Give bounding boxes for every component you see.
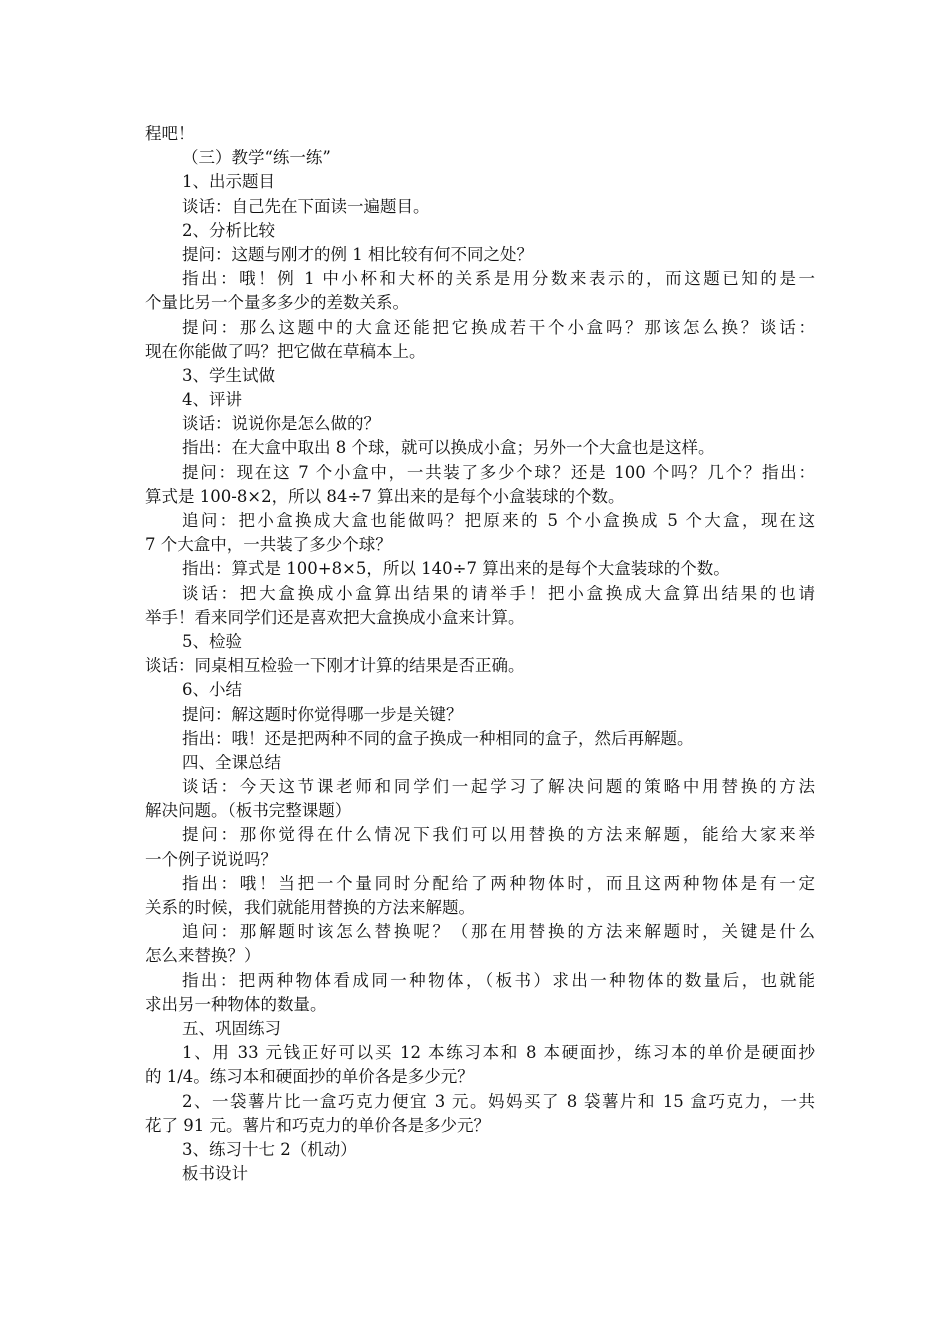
- text-line: 5、检验: [182, 631, 242, 651]
- text-line: 指出：把两种物体看成同一种物体，（板书）求出一种物体的数量后，也就能: [182, 970, 815, 990]
- text-line: 追问：那解题时该怎么替换呢？（那在用替换的方法来解题时，关键是什么: [182, 922, 815, 942]
- text-line: 指出：哦！例 1 中小杯和大杯的关系是用分数来表示的，而这题已知的是一: [182, 269, 815, 289]
- text-line: 追问：把小盒换成大盒也能做吗？把原来的 5 个小盒换成 5 个大盒，现在这: [182, 511, 815, 530]
- text-line: 程吧！: [145, 124, 195, 143]
- text-line: 指出：在大盒中取出 8 个球，就可以换成小盒；另外一个大盒也是这样。: [182, 438, 715, 458]
- text-line: 个量比另一个量多多少的差数关系。: [145, 293, 409, 313]
- text-line: 谈话：今天这节课老师和同学们一起学习了解决问题的策略中用替换的方法: [182, 777, 815, 797]
- text-line: 7 个大盒中，一共装了多少个球？: [145, 535, 392, 555]
- text-line: 提问：解这题时你觉得哪一步是关键？: [182, 704, 463, 724]
- text-line: 6、小结: [182, 680, 242, 700]
- text-line: 提问：这题与刚才的例 1 相比较有何不同之处？: [182, 244, 533, 264]
- text-line: 提问：现在这 7 个小盒中，一共装了多少个球？还是 100 个吗？几个？指出：: [182, 462, 815, 482]
- text-line: 4、评讲: [182, 390, 242, 410]
- text-line: 算式是 100-8×2，所以 84÷7 算出来的是每个小盒装球的个数。: [145, 486, 625, 506]
- text-line: 花了 91 元。薯片和巧克力的单价各是多少元？: [145, 1115, 490, 1135]
- text-line: 提问：那你觉得在什么情况下我们可以用替换的方法来解题，能给大家来举: [182, 825, 815, 845]
- text-line: 谈话：同桌相互检验一下刚才计算的结果是否正确。: [145, 656, 525, 676]
- text-line: 板书设计: [182, 1164, 248, 1184]
- text-line: 2、一袋薯片比一盒巧克力便宜 3 元。妈妈买了 8 袋薯片和 15 盒巧克力，一共: [182, 1091, 815, 1111]
- text-line: 现在你能做了吗？把它做在草稿本上。: [145, 341, 426, 361]
- text-line: 谈话：把大盒换成小盒算出结果的请举手！把小盒换成大盒算出结果的也请: [182, 583, 815, 603]
- text-line: 谈话：说说你是怎么做的？: [182, 414, 380, 434]
- text-line: 提问：那么这题中的大盒还能把它换成若干个小盒吗？那该怎么换？谈话：: [182, 317, 815, 337]
- text-line: 指出：哦！还是把两种不同的盒子换成一种相同的盒子，然后再解题。: [182, 728, 694, 748]
- text-line: （三）教学“练一练”: [182, 148, 331, 168]
- text-line: 1、出示题目: [182, 172, 275, 192]
- text-line: 举手！看来同学们还是喜欢把大盒换成小盒来计算。: [145, 607, 525, 627]
- text-line: 谈话：自己先在下面读一遍题目。: [182, 196, 430, 216]
- text-line: 求出另一种物体的数量。: [145, 994, 327, 1014]
- text-line: 的 1/4。练习本和硬面抄的单价各是多少元？: [145, 1067, 474, 1087]
- text-line: 指出：算式是 100+8×5，所以 140÷7 算出来的是每个大盒装球的个数。: [182, 559, 730, 579]
- text-line: 五、巩固练习: [182, 1018, 281, 1038]
- text-line: 1、用 33 元钱正好可以买 12 本练习本和 8 本硬面抄，练习本的单价是硬面抄: [182, 1043, 815, 1063]
- text-line: 解决问题。（板书完整课题）: [145, 801, 352, 821]
- text-line: 四、全课总结: [182, 752, 281, 772]
- document-body: [145, 122, 815, 1186]
- text-line: 一个例子说说吗？: [145, 849, 277, 869]
- text-line: 3、练习十七 2（机动）: [182, 1139, 357, 1159]
- text-line: 指出：哦！当把一个量同时分配给了两种物体时，而且这两种物体是有一定: [182, 873, 815, 893]
- text-line: 2、分析比较: [182, 220, 275, 240]
- text-line: 关系的时候，我们就能用替换的方法来解题。: [145, 898, 475, 917]
- text-line: 3、学生试做: [182, 365, 275, 385]
- text-line: 怎么来替换？）: [145, 946, 261, 966]
